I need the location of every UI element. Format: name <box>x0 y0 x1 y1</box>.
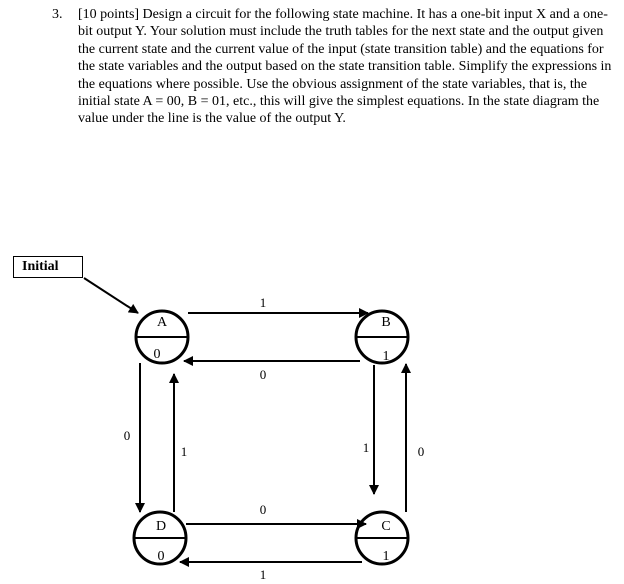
state-D <box>134 512 186 564</box>
state-A-output: 0 <box>153 347 161 362</box>
problem-text: [10 points] Design a circuit for the following state machine. It has a one-bit input X and a one-bit output Y. Your solution must include the truth tables for the next state and the output given the current state and the current value of the input (state transition table) and the equations for the state variables and the output based on the state transition table. Simplify the expressions in the equations where possible. Use the obvious assignment of the state variables, that is, the initial state A = 00, B = 01, etc., this will give the simplest equations. In the state diagram the value under the line is the value of the output Y. <box>78 7 612 127</box>
state-B-name: B <box>381 315 391 330</box>
transition-C-to-D-label: 1 <box>259 567 267 582</box>
state-D-name: D <box>155 519 167 534</box>
state-C-name: C <box>381 519 391 534</box>
initial-state-label: Initial <box>13 256 83 278</box>
state-B-output: 1 <box>382 349 390 364</box>
transition-A-to-B-label: 1 <box>259 295 267 310</box>
transition-A-to-D-label: 0 <box>123 428 131 443</box>
state-C <box>356 512 408 564</box>
initial-arrow <box>84 278 138 313</box>
state-D-output: 0 <box>157 549 165 564</box>
transition-C-to-B-label: 0 <box>417 444 425 459</box>
state-A <box>136 311 188 363</box>
problem-number: 3. <box>52 7 63 22</box>
transition-D-to-A-label: 1 <box>180 444 188 459</box>
transition-D-to-C-label: 0 <box>259 502 267 517</box>
transition-B-to-A-label: 0 <box>259 367 267 382</box>
state-B <box>356 311 408 364</box>
state-C-output: 1 <box>382 549 390 564</box>
state-A-name: A <box>156 315 168 330</box>
transition-B-to-C-label: 1 <box>362 440 370 455</box>
